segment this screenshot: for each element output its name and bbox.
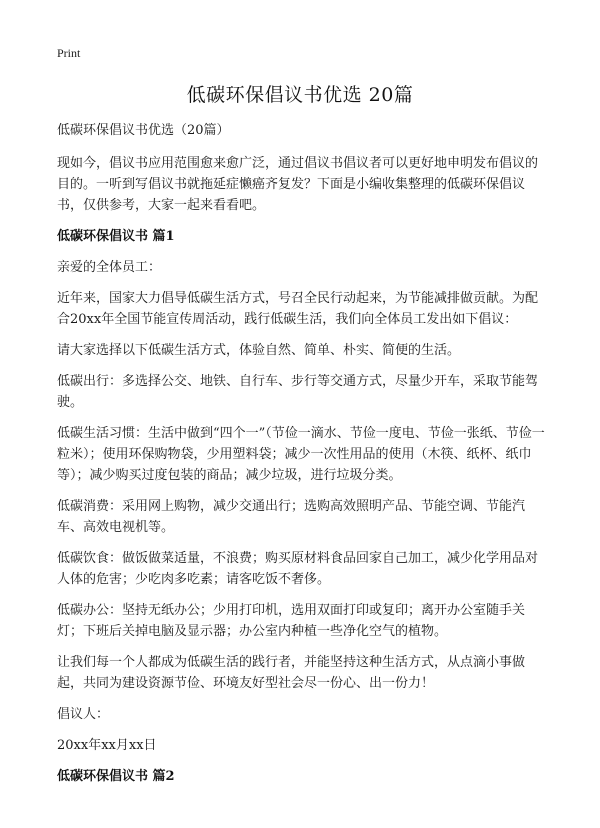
body-paragraph: 让我们每一个人都成为低碳生活的践行者，并能坚持这种生活方式，从点滴小事做起，共同为建设资源节俭、环境友好型社会尽一份心、出一份力！ [57,655,526,691]
signer-label: 倡议人： [57,707,110,722]
section-heading-1: 低碳环保倡议书 篇1 [57,229,175,244]
body-paragraph: 近年来，国家大力倡导低碳生活方式，号召全民行动起来，为节能减排做贡献。为配合20xx年全国节能宣传周活动，践行低碳生活，我们向全体员工发出如下倡议： [57,291,539,327]
document-body [57,120,549,797]
body-paragraph: 低碳办公：坚持无纸办公；少用打印机，选用双面打印或复印；离开办公室随手关灯；下班后关掉电脑及显示器；办公室内种植一些净化空气的植物。 [57,603,526,639]
body-paragraph: 请大家选择以下低碳生活方式，体验自然、简单、朴实、简便的生活。 [57,343,461,358]
body-paragraph: 低碳生活习惯：生活中做到“四个一”（节俭一滴水、节俭一度电、节俭一张纸、节俭一粒米）；使用环保购物袋，少用塑料袋；减少一次性用品的使用（木筷、纸杯、纸巾等）；减少购买过度包装的商品；减少垃圾，进行垃圾分类。 [57,426,545,483]
greeting: 亲爱的全体员工： [57,260,162,275]
date-line: 20xx年xx月xx日 [57,738,157,753]
section-heading-2: 低碳环保倡议书 篇2 [57,769,175,784]
body-paragraph: 低碳消费：采用网上购物，减少交通出行；选购高效照明产品、节能空调、节能汽车、高效电视机等。 [57,499,526,535]
body-paragraph: 低碳出行：多选择公交、地铁、自行车、步行等交通方式，尽量少开车，采取节能驾驶。 [57,374,539,410]
document-title: 低碳环保倡议书优选 20篇 [186,84,414,106]
print-link[interactable]: Print [57,46,81,60]
document-subtitle: 低碳环保倡议书优选（20篇） [57,123,230,138]
intro-paragraph: 现如今，倡议书应用范围愈来愈广泛，通过倡议书倡议者可以更好地申明发布倡议的目的。一听到写倡议书就拖延症懒癌齐复发？下面是小编收集整理的低碳环保倡议书，仅供参考，大家一起来看看吧。 [57,156,539,213]
body-paragraph: 低碳饮食：做饭做菜适量，不浪费；购买原材料食品回家自己加工，减少化学用品对人体的危害；少吃肉多吃素；请客吃饭不奢侈。 [57,551,539,587]
